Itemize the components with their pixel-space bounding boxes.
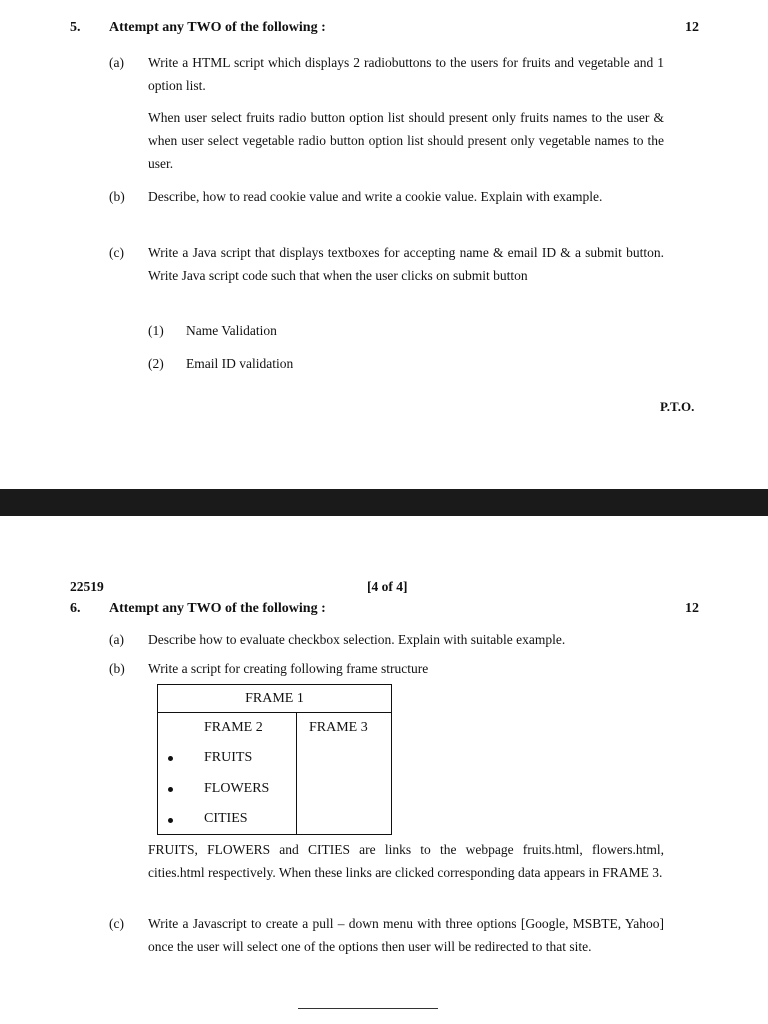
q5c-item-2-text: Email ID validation: [186, 356, 294, 371]
end-rule: [298, 1008, 438, 1009]
q5c-text: Write a Java script that displays textboxes for accepting name & email ID & a submit button. Write Java script code such that when the user clicks on submit button: [148, 245, 664, 283]
q6a-text: Describe how to evaluate checkbox selection. Explain with suitable example.: [148, 632, 566, 647]
question-6-number: 6.: [70, 601, 81, 616]
frame-divider: [296, 713, 297, 835]
pto-marker: P.T.O.: [660, 399, 695, 414]
q5c-label: (c): [109, 245, 124, 260]
q6b-text: Write a script for creating following frame structure: [148, 661, 429, 676]
question-5-number: 5.: [70, 20, 81, 35]
q5a-label: (a): [109, 55, 124, 70]
bullet-flowers: [168, 787, 173, 792]
question-5-marks: 12: [685, 20, 699, 35]
link-flowers: FLOWERS: [204, 781, 270, 796]
page-separator-band: [0, 489, 768, 516]
bullet-cities: [168, 818, 173, 823]
q5c-item-1-num: (1): [148, 323, 164, 338]
q6b-label: (b): [109, 661, 125, 676]
link-fruits: FRUITS: [204, 750, 253, 765]
page-number: [4 of 4]: [367, 579, 408, 594]
q6c-text: Write a Javascript to create a pull – down menu with three options [Google, MSBTE, Yahoo] once the user will select one of the options then user will be redirected to that site.: [148, 916, 664, 954]
frame-2-label: FRAME 2: [204, 720, 263, 735]
q6b-after-text: FRUITS, FLOWERS and CITIES are links to the webpage fruits.html, flowers.html, cities.html respectively. When these links are clicked corresponding data appears in FRAME 3.: [148, 842, 664, 880]
question-5-title: Attempt any TWO of the following :: [109, 20, 326, 35]
q6c-label: (c): [109, 916, 124, 931]
frame-1-cell: FRAME 1: [158, 685, 391, 713]
frame-3-label: FRAME 3: [309, 720, 368, 735]
frame-structure-diagram: [157, 684, 392, 835]
q6a-label: (a): [109, 632, 124, 647]
q5a-para1: Write a HTML script which displays 2 radiobuttons to the users for fruits and vegetable and 1 option list.: [148, 55, 664, 93]
q5a-para2: When user select fruits radio button option list should present only fruits names to the user & when user select vegetable radio button option list should present only vegetable names to the user.: [148, 110, 664, 171]
q5b-text: Describe, how to read cookie value and write a cookie value. Explain with example.: [148, 189, 603, 204]
q5c-item-1-text: Name Validation: [186, 323, 277, 338]
bullet-fruits: [168, 756, 173, 761]
q5c-item-2-num: (2): [148, 356, 164, 371]
paper-code: 22519: [70, 579, 104, 594]
q5b-label: (b): [109, 189, 125, 204]
question-6-marks: 12: [685, 601, 699, 616]
question-6-title: Attempt any TWO of the following :: [109, 601, 326, 616]
link-cities: CITIES: [204, 811, 248, 826]
